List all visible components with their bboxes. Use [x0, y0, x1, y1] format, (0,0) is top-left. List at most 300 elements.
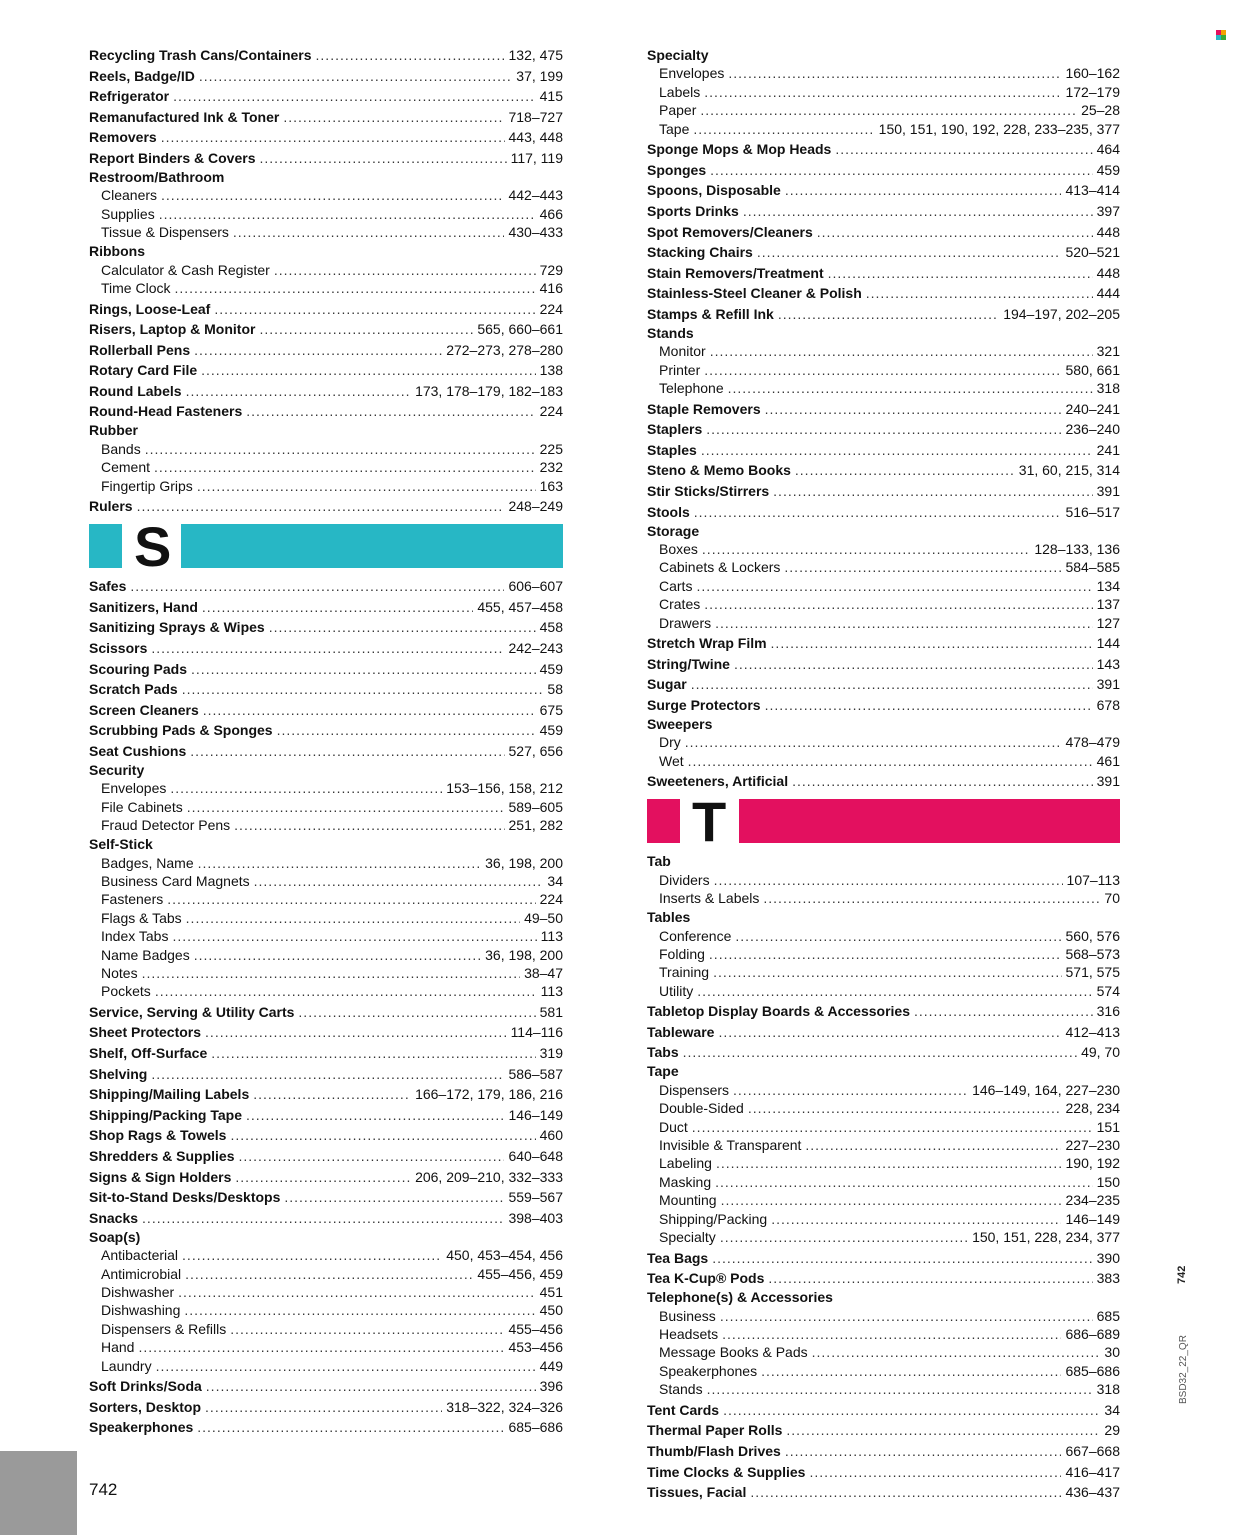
entry-term: Surge Protectors	[647, 696, 761, 713]
index-subentry	[89, 1321, 563, 1337]
index-entry	[89, 68, 563, 84]
dot-leader	[734, 656, 1093, 672]
entry-term: Boxes	[659, 541, 698, 558]
entry-pages: 571, 575	[1065, 964, 1120, 981]
dot-leader	[697, 983, 1092, 999]
index-heading: Specialty	[647, 47, 709, 63]
entry-pages: 114–116	[510, 1024, 563, 1041]
entry-pages: 686–689	[1065, 1325, 1120, 1342]
index-subentry	[89, 983, 563, 999]
letter-s: S	[134, 515, 172, 579]
entry-pages: 137	[1096, 596, 1120, 613]
entry-term: Index Tabs	[101, 928, 169, 945]
index-entry	[89, 743, 563, 759]
dot-leader	[715, 615, 1093, 631]
entry-pages: 127	[1096, 614, 1120, 631]
entry-term: Scratch Pads	[89, 681, 178, 698]
entry-pages: 30	[1104, 1344, 1120, 1361]
entry-pages: 36, 198, 200	[485, 854, 563, 871]
entry-term: Sheet Protectors	[89, 1024, 202, 1041]
entry-term: Recycling Trash Cans/Containers	[89, 47, 312, 63]
letter-t: T	[692, 790, 727, 854]
index-entry	[647, 504, 1120, 520]
index-entry	[647, 1270, 1120, 1286]
index-heading: Sweepers	[647, 715, 713, 732]
entry-term: Tea Bags	[647, 1249, 709, 1266]
entry-pages: 718–727	[508, 108, 563, 125]
dot-leader	[785, 182, 1062, 198]
dot-leader	[190, 743, 504, 759]
dot-leader	[235, 1169, 411, 1185]
dot-leader	[735, 928, 1061, 944]
entry-term: Tea K-Cup® Pods	[647, 1270, 765, 1287]
dot-leader	[773, 483, 1092, 499]
entry-term: Tent Cards	[647, 1401, 720, 1418]
index-entry	[89, 640, 563, 656]
dot-leader	[142, 965, 520, 981]
entry-term: Dispensers & Refills	[101, 1320, 227, 1337]
entry-pages: 459	[539, 660, 563, 677]
entry-term: Service, Serving & Utility Carts	[89, 1003, 295, 1020]
entry-pages: 448	[1096, 264, 1120, 281]
entry-pages: 146–149	[1065, 1210, 1120, 1227]
index-subentry	[647, 1082, 1120, 1098]
index-group-s	[89, 578, 563, 1435]
entry-term: Antimicrobial	[101, 1265, 182, 1282]
entry-term: String/Twine	[647, 655, 730, 672]
entry-term: Dividers	[659, 871, 710, 888]
index-subentry	[647, 362, 1120, 378]
dot-leader	[203, 702, 536, 718]
index-entry	[89, 362, 563, 378]
index-subentry	[647, 928, 1120, 944]
entry-term: Sponge Mops & Mop Heads	[647, 141, 832, 158]
entry-pages: 37, 199	[516, 67, 563, 84]
entry-term: Rotary Card File	[89, 362, 198, 379]
dot-leader	[197, 1419, 504, 1435]
entry-term: Training	[659, 964, 710, 981]
entry-pages: 449	[539, 1357, 563, 1374]
dot-leader	[284, 1189, 504, 1205]
index-group-t	[647, 853, 1120, 1500]
entry-pages: 685	[1096, 1307, 1120, 1324]
entry-term: Fasteners	[101, 891, 164, 908]
entry-pages: 134	[1096, 577, 1120, 594]
entry-term: Stainless-Steel Cleaner & Polish	[647, 285, 862, 302]
dot-leader	[709, 946, 1062, 962]
entry-term: Staple Removers	[647, 400, 761, 417]
dot-leader	[130, 578, 504, 594]
entry-pages: 316	[1096, 1003, 1120, 1020]
dot-leader	[761, 1363, 1061, 1379]
entry-pages: 172–179	[1065, 83, 1120, 100]
index-entry	[647, 697, 1120, 713]
dot-leader	[691, 676, 1093, 692]
dot-leader	[748, 1100, 1062, 1116]
entry-term: Badges, Name	[101, 854, 194, 871]
index-entry	[89, 1210, 563, 1226]
entry-term: Business Card Magnets	[101, 872, 250, 889]
entry-pages: 240–241	[1065, 400, 1120, 417]
index-entry	[647, 635, 1120, 651]
index-entry	[89, 1066, 563, 1082]
entry-pages: 173, 178–179, 182–183	[415, 382, 563, 399]
entry-term: Reels, Badge/ID	[89, 67, 195, 84]
entry-pages: 391	[1096, 483, 1120, 500]
index-entry	[89, 321, 563, 337]
dot-leader	[720, 1229, 968, 1245]
index-entry	[647, 1484, 1120, 1500]
index-subentry	[89, 1302, 563, 1318]
index-heading: Tape	[647, 1063, 679, 1080]
entry-term: Speakerphones	[659, 1362, 758, 1379]
dot-leader	[778, 306, 999, 322]
entry-pages: 107–113	[1066, 871, 1120, 888]
entry-term: Shipping/Packing Tape	[89, 1106, 242, 1123]
entry-pages: 412–413	[1065, 1023, 1120, 1040]
dot-leader	[707, 1381, 1093, 1397]
dot-leader	[704, 84, 1061, 100]
entry-pages: 144	[1096, 635, 1120, 652]
entry-term: Safes	[89, 578, 127, 595]
entry-term: Signs & Sign Holders	[89, 1168, 232, 1185]
entry-pages: 150, 151, 228, 234, 377	[972, 1228, 1120, 1245]
entry-pages: 450, 453–454, 456	[446, 1247, 563, 1264]
entry-term: Tape	[659, 120, 690, 137]
entry-pages: 459	[539, 722, 563, 739]
dot-leader	[721, 1192, 1062, 1208]
dot-leader	[233, 224, 505, 240]
entry-term: Speakerphones	[89, 1419, 194, 1436]
entry-pages: 461	[1096, 752, 1120, 769]
entry-pages: 685–686	[1065, 1362, 1120, 1379]
entry-term: Double-Sided	[659, 1100, 744, 1117]
index-subentry	[647, 1363, 1120, 1379]
dot-leader	[182, 1247, 442, 1263]
index-heading: Soap(s)	[89, 1228, 141, 1245]
index-subentry	[647, 559, 1120, 575]
entry-pages: 584–585	[1065, 559, 1120, 576]
index-entry	[89, 1045, 563, 1061]
dot-leader	[161, 129, 505, 145]
entry-pages: 396	[539, 1378, 563, 1395]
dot-leader	[722, 1326, 1061, 1342]
dot-leader	[914, 1003, 1093, 1019]
dot-leader	[234, 817, 504, 833]
dot-leader	[704, 362, 1061, 378]
entry-pages: 464	[1096, 141, 1120, 158]
dot-leader	[259, 321, 473, 337]
index-subentry	[647, 1192, 1120, 1208]
dot-leader	[187, 799, 505, 815]
dot-leader	[704, 596, 1092, 612]
entry-pages: 675	[539, 701, 563, 718]
index-subentry	[89, 1284, 563, 1300]
index-entry	[89, 383, 563, 399]
index-entry	[89, 599, 563, 615]
dot-leader	[154, 459, 536, 475]
entry-term: Mounting	[659, 1192, 717, 1209]
entry-pages: 455–456	[508, 1320, 563, 1337]
dot-leader	[784, 559, 1061, 575]
entry-pages: 319	[539, 1045, 563, 1062]
entry-pages: 443, 448	[508, 129, 563, 146]
index-entry	[647, 162, 1120, 178]
index-entry	[89, 498, 563, 514]
entry-pages: 459	[1096, 161, 1120, 178]
index-heading: Stands	[647, 324, 694, 341]
index-subentry	[647, 1308, 1120, 1324]
entry-term: Labels	[659, 83, 701, 100]
entry-pages: 455–456, 459	[477, 1265, 563, 1282]
entry-term: Calculator & Cash Register	[101, 261, 270, 278]
entry-term: Round Labels	[89, 382, 182, 399]
entry-pages: 516–517	[1065, 503, 1120, 520]
dot-leader	[138, 1339, 504, 1355]
entry-pages: 391	[1096, 676, 1120, 693]
entry-term: Rulers	[89, 498, 133, 515]
dot-leader	[184, 1302, 535, 1318]
entry-term: Steno & Memo Books	[647, 462, 791, 479]
dot-leader	[720, 1308, 1093, 1324]
entry-pages: 228, 234	[1065, 1100, 1120, 1117]
entry-pages: 436–437	[1065, 1484, 1120, 1501]
dot-leader	[205, 1024, 507, 1040]
index-subentry	[647, 753, 1120, 769]
index-entry	[89, 129, 563, 145]
entry-term: Flags & Tabs	[101, 909, 182, 926]
entry-pages: 678	[1096, 696, 1120, 713]
entry-term: Paper	[659, 102, 697, 119]
index-entry	[89, 1189, 563, 1205]
dot-leader	[728, 65, 1061, 81]
index-subentry	[647, 1119, 1120, 1135]
index-subentry	[89, 224, 563, 240]
dot-leader	[202, 599, 473, 615]
entry-term: Business	[659, 1307, 716, 1324]
index-subentry	[647, 102, 1120, 118]
index-subentry	[89, 928, 563, 944]
dot-leader	[199, 68, 512, 84]
dot-leader	[795, 462, 1015, 478]
entry-term: Refrigerator	[89, 88, 170, 105]
dot-leader	[206, 1378, 536, 1394]
entry-term: Cleaners	[101, 187, 158, 204]
index-heading: Ribbons	[89, 243, 145, 260]
entry-pages: 146–149, 164, 227–230	[972, 1081, 1120, 1098]
index-subentry	[89, 891, 563, 907]
side-page-number: 742	[1176, 1265, 1188, 1284]
entry-pages: 151	[1096, 1118, 1120, 1135]
entry-term: Removers	[89, 129, 157, 146]
dot-leader	[269, 619, 536, 635]
index-subentry	[89, 262, 563, 278]
entry-pages: 31, 60, 215, 314	[1018, 462, 1120, 479]
entry-term: Laundry	[101, 1357, 152, 1374]
index-entry	[647, 442, 1120, 458]
entry-term: Staples	[647, 441, 697, 458]
index-subentry	[647, 1381, 1120, 1397]
dot-leader	[700, 102, 1077, 118]
dot-leader	[274, 262, 536, 278]
index-entry	[647, 773, 1120, 789]
entry-pages: 251, 282	[508, 817, 563, 834]
entry-pages: 150, 151, 190, 192, 228, 233–235, 377	[878, 120, 1120, 137]
entry-term: Scissors	[89, 640, 148, 657]
entry-pages: 466	[539, 205, 563, 222]
entry-term: Scrubbing Pads & Sponges	[89, 722, 273, 739]
entry-pages: 451	[539, 1284, 563, 1300]
entry-term: File Cabinets	[101, 798, 183, 815]
entry-term: Time Clocks & Supplies	[647, 1463, 806, 1480]
entry-term: Inserts & Labels	[659, 890, 760, 907]
entry-term: Masking	[659, 1173, 712, 1190]
entry-term: Envelopes	[659, 65, 725, 82]
entry-term: Labeling	[659, 1155, 712, 1172]
index-entry	[647, 676, 1120, 692]
index-entry	[647, 1024, 1120, 1040]
dot-leader	[785, 1443, 1062, 1459]
entry-term: Shelf, Off-Surface	[89, 1045, 208, 1062]
entry-pages: 478–479	[1065, 734, 1120, 751]
dot-leader	[817, 224, 1093, 240]
entry-pages: 397	[1096, 202, 1120, 219]
letter-bar-s	[89, 515, 563, 579]
entry-pages: 455, 457–458	[477, 598, 563, 615]
entry-pages: 442–443	[508, 187, 563, 204]
entry-pages: 34	[1104, 1401, 1120, 1418]
entry-term: Cabinets & Lockers	[659, 559, 781, 576]
entry-pages: 153–156, 158, 212	[446, 780, 563, 797]
index-entry	[89, 109, 563, 125]
dot-leader	[728, 380, 1093, 396]
dot-leader	[763, 890, 1100, 906]
entry-pages: 444	[1096, 285, 1120, 302]
entry-term: Telephone	[659, 380, 724, 397]
index-entry	[89, 578, 563, 594]
entry-term: Duct	[659, 1118, 688, 1135]
index-heading: Restroom/Bathroom	[89, 168, 225, 185]
entry-term: Carts	[659, 577, 693, 594]
index-entry	[647, 421, 1120, 437]
index-column-right	[647, 47, 1120, 1500]
letter-bar-s-block	[89, 524, 122, 568]
dot-leader	[159, 206, 536, 222]
entry-pages: 520–521	[1065, 244, 1120, 261]
index-subentry	[647, 983, 1120, 999]
index-subentry	[647, 596, 1120, 612]
entry-term: Sanitizing Sprays & Wipes	[89, 619, 265, 636]
entry-term: Envelopes	[101, 780, 167, 797]
entry-term: Wet	[659, 752, 684, 769]
entry-term: Shipping/Mailing Labels	[89, 1086, 250, 1103]
entry-pages: 581	[539, 1003, 563, 1020]
index-entry	[647, 182, 1120, 198]
entry-pages: 565, 660–661	[477, 321, 563, 338]
dot-leader	[254, 873, 544, 889]
side-code: BSD32_22_QR	[1178, 1335, 1189, 1404]
entry-term: Cement	[101, 459, 151, 476]
entry-term: Folding	[659, 945, 705, 962]
entry-term: Sugar	[647, 676, 687, 693]
dot-leader	[142, 1210, 504, 1226]
dot-leader	[792, 773, 1093, 789]
index-heading: Telephone(s) & Accessories	[647, 1289, 833, 1306]
index-entry	[89, 301, 563, 317]
index-entry	[647, 1464, 1120, 1480]
dot-leader	[805, 1137, 1061, 1153]
entry-pages: 430–433	[508, 224, 563, 241]
dot-leader	[692, 1119, 1093, 1135]
entry-pages: 318–322, 324–326	[446, 1398, 563, 1415]
index-entry	[89, 1148, 563, 1164]
dot-leader	[702, 541, 1030, 557]
entry-term: Dry	[659, 734, 681, 751]
index-subentry	[647, 1344, 1120, 1360]
dot-leader	[712, 1250, 1092, 1266]
entry-term: Shredders & Supplies	[89, 1148, 235, 1165]
dot-leader	[683, 1044, 1077, 1060]
entry-term: Fraud Detector Pens	[101, 817, 231, 834]
index-subentry	[647, 541, 1120, 557]
dot-leader	[743, 203, 1093, 219]
dot-leader	[765, 401, 1062, 417]
entry-pages: 70	[1104, 890, 1120, 907]
entry-pages: 236–240	[1065, 421, 1120, 438]
dot-leader	[710, 162, 1093, 178]
entry-term: Screen Cleaners	[89, 701, 199, 718]
dot-leader	[230, 1321, 504, 1337]
dot-leader	[765, 697, 1093, 713]
entry-term: Shipping/Packing	[659, 1210, 768, 1227]
entry-pages: 527, 656	[508, 743, 563, 759]
dot-leader	[723, 1402, 1100, 1418]
index-entry	[647, 1250, 1120, 1266]
index-entry	[647, 203, 1120, 219]
entry-pages: 390	[1096, 1249, 1120, 1266]
entry-term: Shop Rags & Towels	[89, 1127, 227, 1144]
dot-leader	[685, 734, 1062, 750]
dot-leader	[812, 1344, 1101, 1360]
index-entry	[647, 141, 1120, 157]
index-subentry	[647, 1174, 1120, 1190]
dot-leader	[186, 910, 520, 926]
index-subentry	[647, 380, 1120, 396]
page-tab	[0, 1451, 77, 1535]
entry-term: Sports Drinks	[647, 202, 739, 219]
entry-term: Drawers	[659, 614, 712, 631]
entry-term: Fingertip Grips	[101, 477, 193, 494]
dot-leader	[786, 1422, 1100, 1438]
index-entry	[647, 656, 1120, 672]
dot-leader	[866, 285, 1093, 301]
dot-leader	[298, 1004, 535, 1020]
entry-term: Sanitizers, Hand	[89, 598, 198, 615]
entry-pages: 398–403	[508, 1209, 563, 1226]
index-entry	[647, 483, 1120, 499]
entry-term: Tableware	[647, 1023, 715, 1040]
letter-bar-t	[647, 790, 1120, 854]
entry-term: Spoons, Disposable	[647, 182, 781, 199]
index-entry	[89, 1086, 563, 1102]
index-subentry	[89, 459, 563, 475]
entry-term: Sweeteners, Artificial	[647, 773, 789, 790]
index-heading: Tab	[647, 853, 671, 870]
dot-leader	[201, 362, 536, 378]
entry-term: Message Books & Pads	[659, 1344, 808, 1361]
index-subentry	[89, 873, 563, 889]
entry-term: Thermal Paper Rolls	[647, 1422, 783, 1439]
